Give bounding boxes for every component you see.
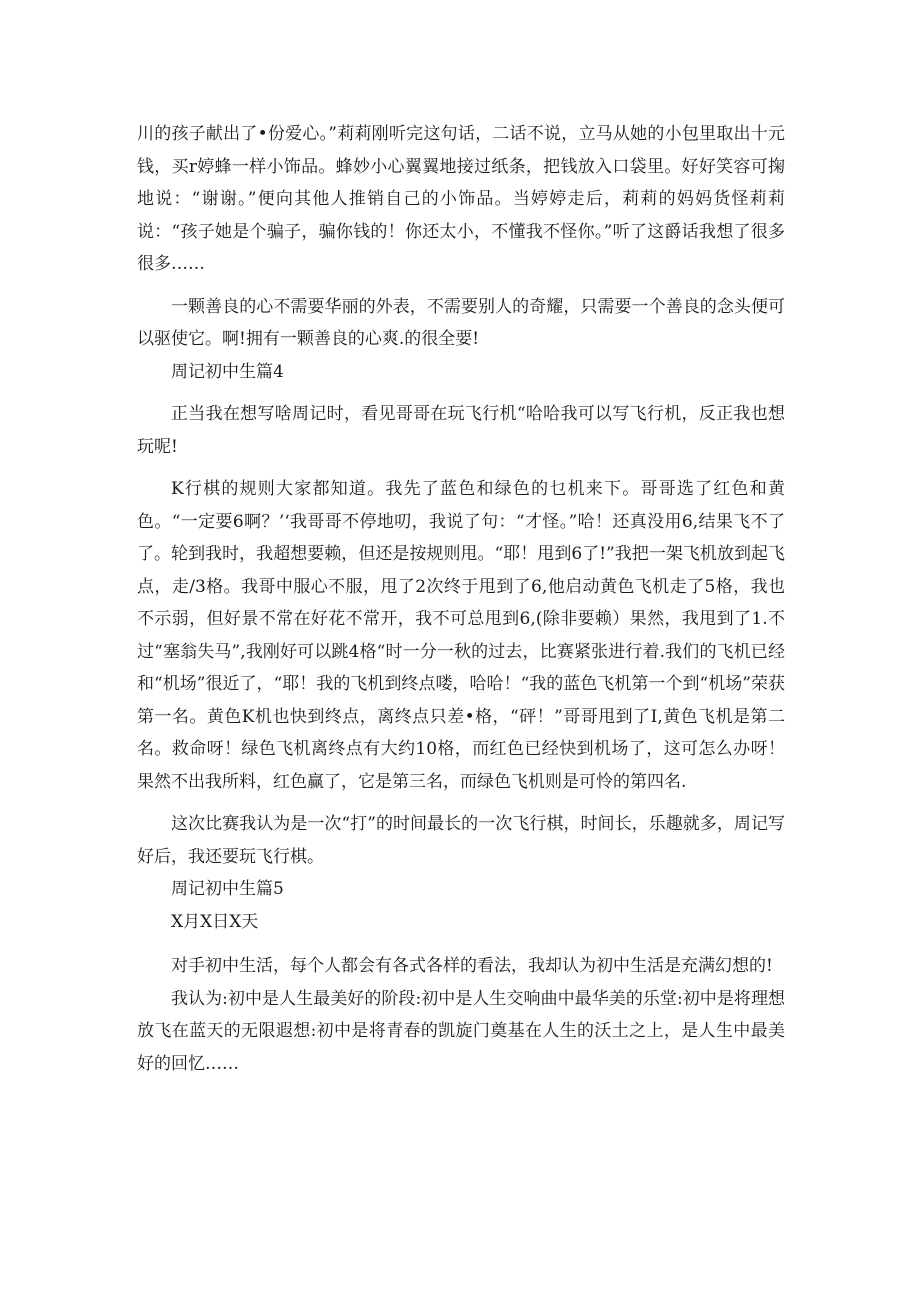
paragraph-1: 川的孩子献出了•份爱心。”莉莉刚听完这句话，二话不说，立马从她的小包里取出十元钱，买r婷蜂一样小饰品。蜂妙小心翼翼地接过纸条，把钱放入口袋里。好好笑容可掬地说：“谢谢。”便向其他人推销自己的小饰品。当婷婷走后，莉莉的妈妈货怪莉莉说：“孩子她是个骗子，骗你钱的！你还太小，不懂我不怪你。”听了这爵话我想了很多很多…… [137, 124, 785, 274]
section-heading-5: 周记初中生篇5 [171, 879, 284, 899]
date-line: X月X日X天 [171, 911, 259, 932]
document-page [137, 118, 785, 1080]
paragraph-4: K行棋的规则大家都知道。我先了蓝色和绿色的乜机来下。哥哥选了红色和黄色。“一定要6啊？’‘我哥哥不停地叨，我说了句：“才怪。”哈！还真没用6,结果飞不了了。轮到我时，我超想要赖，但还是按规则甩。“耶！甩到6了!”我把一架飞机放到起飞点，走/3格。我哥中服心不服，甩了2次终于甩到了6,他启动黄色飞机走了5格，我也不示弱，但好景不常在好花不常开，我不可总甩到6,(除非要赖）果然，我甩到了1.不过“塞翁失马”,我刚好可以跳4格“时一分一秋的过去，比赛紧张进行着.我们的飞机已经和“机场”很近了，“耶！我的飞机到终点喽，哈哈！“我的蓝色飞机第一个到“机场”荣获第一名。黄色K机也快到终点，离终点只差•格，“砰！”哥哥甩到了I,黄色飞机是第二名。救命呀！绿色飞机离终点有大约10格，而红色已经快到机场了，这可怎么办呀！果然不出我所料，红色赢了，它是第三名，而绿色飞机则是可怜的第四名. [137, 479, 785, 792]
section-heading-4: 周记初中生篇4 [171, 361, 284, 382]
paragraph-5: 这次比赛我认为是一次“打”的时间最长的一次飞行棋，时间长，乐趣就多，周记写好后，我还要玩飞行棋。 [137, 814, 785, 867]
paragraph-6: 对手初中生活，每个人都会有各式各样的看法，我却认为初中生活是充满幻想的! [171, 956, 773, 976]
paragraph-7: 我认为:初中是人生最美好的阶段:初中是人生交响曲中最华美的乐堂:初中是将理想放飞在蓝天的无限遐想:初中是将青春的凯旋门奠基在人生的沃土之上，是人生中最美好的回忆…… [137, 988, 785, 1074]
paragraph-3: 正当我在想写啥周记时，看见哥哥在玩飞行机“哈哈我可以写飞行机，反正我也想玩呢! [137, 404, 785, 457]
paragraph-2: 一颗善良的心不需要华丽的外表，不需要别人的奇耀，只需要一个善良的念头便可以驱使它。啊!拥有一颗善良的心爽.的很全要! [137, 296, 785, 349]
